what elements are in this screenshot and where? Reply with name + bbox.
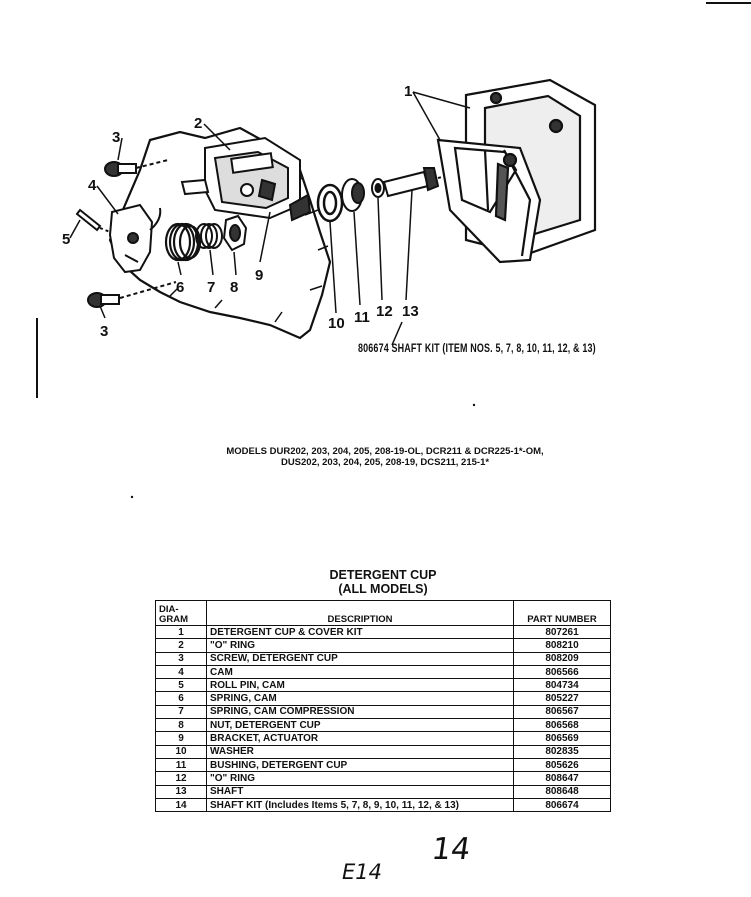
row-diagram-number: 8 [156,719,207,732]
scan-dot [473,404,475,406]
handwritten-code: E14 [342,860,382,884]
table-title-line-2: (ALL MODELS) [338,582,428,596]
callout-13: 13 [402,303,419,320]
row-part-number: 802835 [514,745,611,758]
callout-3-lower: 3 [100,323,109,340]
row-part-number: 806568 [514,719,611,732]
callout-12: 12 [376,303,393,320]
table-row [156,785,611,798]
row-part-number: 806674 [514,798,611,811]
table-title [283,568,483,596]
row-part-number: 806566 [514,665,611,678]
row-part-number: 805227 [514,692,611,705]
row-diagram-number: 2 [156,639,207,652]
row-description: SCREW, DETERGENT CUP [207,652,514,665]
scan-dot [131,496,133,498]
callout-7: 7 [207,279,216,296]
callout-4: 4 [88,177,97,194]
row-diagram-number: 9 [156,732,207,745]
row-diagram-number: 1 [156,626,207,639]
row-part-number: 806569 [514,732,611,745]
table-row [156,772,611,785]
row-description: CAM [207,665,514,678]
row-part-number: 804734 [514,679,611,692]
row-part-number: 808209 [514,652,611,665]
row-description: SPRING, CAM [207,692,514,705]
models-line-2: DUS202, 203, 204, 205, 208-19, DCS211, 215-1* [280,457,490,468]
row-diagram-number: 13 [156,785,207,798]
row-diagram-number: 4 [156,665,207,678]
table-title-line-1: DETERGENT CUP [329,568,437,582]
row-diagram-number: 12 [156,772,207,785]
roll-pin [77,210,110,232]
row-description: "O" RING [207,639,514,652]
shaft-kit-caption: 806674 SHAFT KIT (ITEM NOS. 5, 7, 8, 10, 11, 12, & 13) [358,343,596,355]
row-description: DETERGENT CUP & COVER KIT [207,626,514,639]
row-diagram-number: 3 [156,652,207,665]
parts-table [155,600,611,812]
table-row [156,626,611,639]
table-row [156,719,611,732]
models-line-1: MODELS DUR202, 203, 204, 205, 208-19-OL, DCR211 & DCR225-1*-OM, [226,446,544,457]
callout-5: 5 [62,231,71,248]
row-diagram-number: 6 [156,692,207,705]
table-row [156,665,611,678]
row-description: BRACKET, ACTUATOR [207,732,514,745]
row-part-number: 807261 [514,626,611,639]
row-description: ROLL PIN, CAM [207,679,514,692]
callout-3-upper: 3 [112,129,121,146]
row-part-number: 808210 [514,639,611,652]
row-part-number: 808648 [514,785,611,798]
table-row [156,758,611,771]
header-diagram [156,601,207,626]
header-diagram-line-1: DIA- [159,604,179,615]
row-diagram-number: 5 [156,679,207,692]
callout-1: 1 [404,83,413,100]
row-description: "O" RING [207,772,514,785]
washer [318,185,342,221]
table-row [156,639,611,652]
table-row [156,745,611,758]
callout-6: 6 [176,279,185,296]
callout-8: 8 [230,279,239,296]
row-description: SPRING, CAM COMPRESSION [207,705,514,718]
table-row [156,652,611,665]
handwritten-page-number: 14 [429,832,473,867]
callout-2: 2 [194,115,203,132]
row-part-number: 805626 [514,758,611,771]
header-part-number: PART NUMBER [514,601,611,626]
table-row [156,705,611,718]
table-row [156,798,611,811]
callout-9: 9 [255,267,264,284]
header-description: DESCRIPTION [207,601,514,626]
row-description: WASHER [207,745,514,758]
models-list [150,446,620,468]
parts-table-header [156,601,611,626]
table-row [156,732,611,745]
row-diagram-number: 11 [156,758,207,771]
row-description: SHAFT [207,785,514,798]
table-row [156,692,611,705]
detergent-cup-cover [438,80,595,262]
header-diagram-line-2: GRAM [159,614,189,625]
row-part-number: 808647 [514,772,611,785]
row-part-number: 806567 [514,705,611,718]
row-diagram-number: 10 [156,745,207,758]
callout-10: 10 [328,315,345,332]
row-diagram-number: 7 [156,705,207,718]
row-description: SHAFT KIT (Includes Items 5, 7, 8, 9, 10, 11, 12, & 13) [207,798,514,811]
bushing [342,179,364,211]
row-description: BUSHING, DETERGENT CUP [207,758,514,771]
o-ring [372,179,384,197]
row-description: NUT, DETERGENT CUP [207,719,514,732]
table-row [156,679,611,692]
row-diagram-number: 14 [156,798,207,811]
callout-11: 11 [354,309,370,326]
